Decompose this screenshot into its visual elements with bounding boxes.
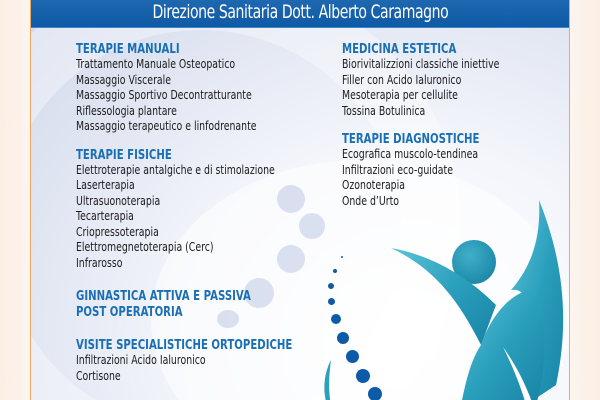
- section-title: VISITE SPECIALISTICHE ORTOPEDICHE: [76, 338, 293, 353]
- list-item: Elettroterapie antalgiche e di stimolazione: [76, 162, 275, 177]
- list-item: Infrarosso: [76, 255, 123, 270]
- section-title: TERAPIE MANUALI: [76, 42, 180, 57]
- list-item: Massaggio Viscerale: [76, 72, 172, 87]
- list-item: Cortisone: [76, 368, 121, 383]
- section-terapie-fisiche: [76, 148, 336, 272]
- list-item: Criopressoterapia: [76, 224, 159, 239]
- list-item: Onde d’Urto: [342, 193, 399, 208]
- list-item: Massaggio Sportivo Decontratturante: [76, 88, 252, 102]
- list-item: Laserterapia: [76, 178, 135, 192]
- section-visite-specialistiche: [76, 338, 336, 384]
- header-bar: [31, 0, 569, 28]
- section-title: TERAPIE FISICHE: [76, 147, 172, 163]
- list-item: Riflessologia plantare: [76, 103, 177, 118]
- section-terapie-diagnostiche: [342, 132, 562, 209]
- left-column: [76, 42, 336, 397]
- list-item: Trattamento Manuale Osteopatico: [76, 57, 236, 71]
- section-terapie-manuali: [76, 42, 336, 135]
- list-item: Massaggio terapeutico e linfodrenante: [76, 119, 257, 133]
- list-item: Infiltrazioni eco-guidate: [342, 162, 453, 177]
- list-item: Ecografica muscolo-tendinea: [342, 147, 479, 161]
- list-item: Mesoterapia per cellulite: [342, 88, 458, 102]
- header-title: Direzione Sanitaria Dott. Alberto Caramagno: [152, 1, 448, 23]
- right-column: [342, 42, 562, 222]
- section-title-line1: GINNASTICA ATTIVA E PASSIVA: [76, 289, 251, 304]
- section-title: TERAPIE DIAGNOSTICHE: [342, 132, 480, 147]
- list-item: Tossina Botulinica: [342, 103, 426, 118]
- section-title: MEDICINA ESTETICA: [342, 42, 457, 57]
- poster: [30, 0, 570, 400]
- list-item: Elettromegnetoterapia (Cerc): [76, 240, 214, 254]
- list-item: Infiltrazioni Acido Ialuronico: [76, 353, 206, 367]
- list-item: Tecarterapia: [76, 209, 134, 223]
- section-ginnastica: [76, 289, 336, 320]
- list-item: Ultrasuonoterapia: [76, 193, 161, 208]
- list-item: Ozonoterapia: [342, 178, 405, 192]
- section-medicina-estetica: [342, 42, 562, 119]
- section-title-line2: POST OPERATORIA: [76, 305, 183, 320]
- list-item: Filler con Acido Ialuronico: [342, 72, 462, 87]
- list-item: Biorivitalizzioni classiche iniettive: [342, 57, 500, 71]
